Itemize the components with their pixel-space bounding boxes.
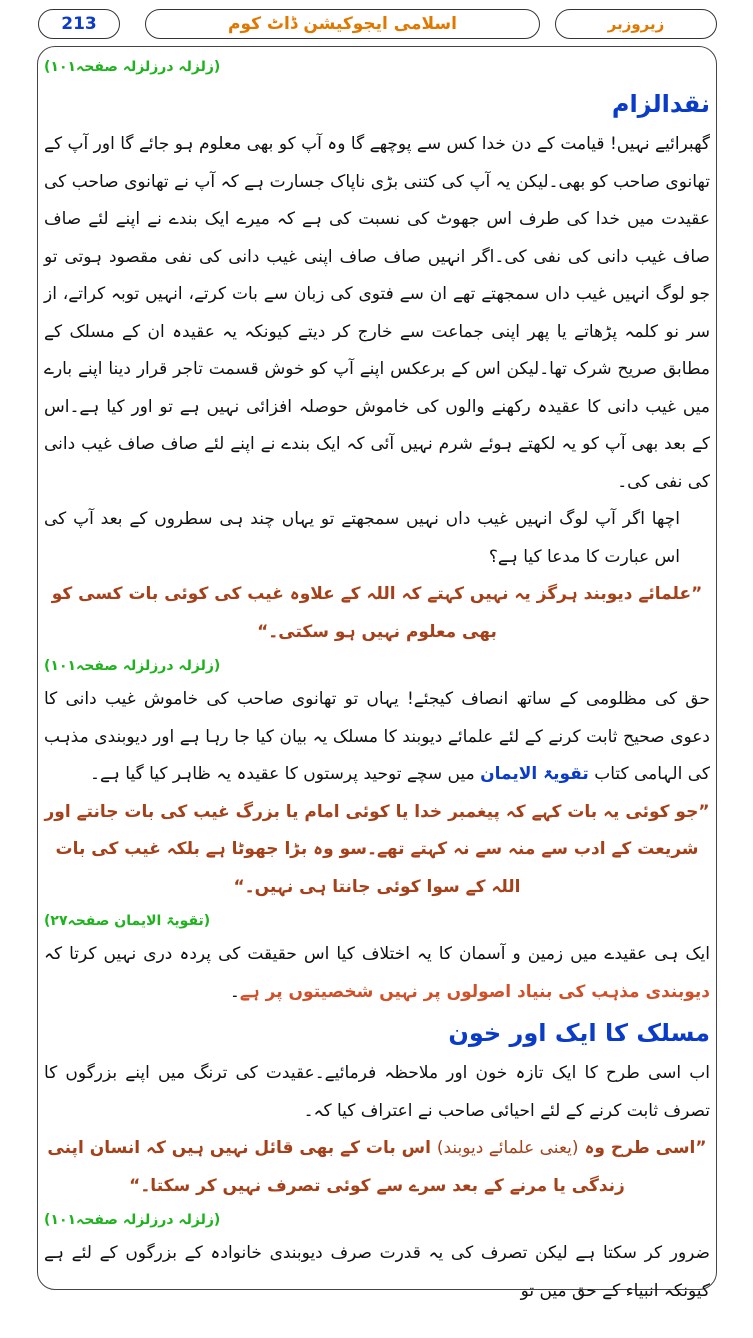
site-name-header: اسلامی ایجوکیشن ڈاٹ کوم <box>145 9 540 39</box>
paragraph-3-text-a: حق کی مظلومی کے ساتھ انصاف کیجئے! یہاں تو تھانوی صاحب کی خاموش غیب دانی کا دعوی صحیح ثابت کرنے کے لئے علمائے دیوبند کا مسلک یہ بیان کیا جا رہا ہے اور دیوبندی مذہب کی الہامی کتاب <box>44 689 710 784</box>
quote-1: ”علمائے دیوبند ہرگز یہ نہیں کہتے کہ اللہ کے علاوہ غیب کی کوئی بات کسی کو بھی معلوم نہیں ہو سکتی۔“ <box>51 584 703 642</box>
paragraph-4-text: ایک ہی عقیدے میں زمین و آسمان کا یہ اختلاف کیا اس حقیقت کی پردہ دری نہیں کرتا کہ <box>44 944 710 964</box>
paragraph-1: گھبرائیے نہیں! قیامت کے دن خدا کس سے پوچھے گا وہ آپ کو بھی معلوم ہو جائے گا اور آپ کے تھانوی صاحب کو بھی۔لیکن یہ آپ کی کتنی بڑی ناپاک جسارت ہے کہ آپ نے تھانوی صاحب کی عقیدت میں خدا کی طرف اس جھوٹ کی نسبت کی ہے کہ میرے ایک بندے نے اپنے لئے صاف صاف غیب دانی کی نفی کی۔اگر انہیں صاف صاف اپنی غیب دانی کی نفی مقصود ہوتی تو جو لوگ انہیں غیب داں سمجھتے تھے ان سے فتوی کی زبان سے بات کرتے، انہیں توبہ کراتے، از سر نو کلمہ پڑھاتے یا پھر اپنی جماعت سے خارج کر دیتے کیونکہ یہ عقیدہ ان کے مسلک کے مطابق صریح شرک تھا۔لیکن اس کے برعکس اپنے آپ کو خوش قسمت تاجر قرار دینا اپنے بارے میں غیب دانی کا عقیدہ رکھنے والوں کی خاموش حوصلہ افزائی نہیں ہے تو اور کیا ہے۔اس کے بعد بھی آپ کو یہ لکھتے ہوئے شرم نہیں آئی کہ ایک بندے نے اپنے لئے صاف صاف غیب دانی کی نفی کی۔ <box>44 134 710 492</box>
quote-3-text-b: اس بات کے بھی قائل نہیں ہیں کہ انسان اپنی زندگی یا مرنے کے بعد سرے سے کوئی تصرف نہیں کر سکتا۔“ <box>47 1138 625 1196</box>
quote-3 <box>44 1130 710 1205</box>
book-name-header: زیروزبر <box>555 9 717 39</box>
paragraph-4 <box>44 936 710 1011</box>
quote-2: ”جو کوئی یہ بات کہے کہ پیغمبر خدا یا کوئی امام یا بزرگ غیب کی بات جانتے اور شریعت کے ادب سے منہ سے نہ کہتے تھے۔سو وہ بڑا جھوٹا ہے بلکہ غیب کی بات اللہ کے سوا کوئی جانتا ہی نہیں۔“ <box>44 801 710 897</box>
quote-3-text-a: ”اسی طرح وہ <box>584 1138 707 1158</box>
page-content <box>44 52 710 1310</box>
paragraph-3 <box>44 681 710 794</box>
book-title-link: تقویۃ الایمان <box>480 764 589 784</box>
reference-1: (زلزلہ درزلزلہ صفحہ۱۰۱) <box>44 59 221 75</box>
reference-2: (زلزلہ درزلزلہ صفحہ۱۰۱) <box>44 658 221 674</box>
quote-3-parenthetical: (یعنی علمائے دیوبند) <box>436 1138 579 1158</box>
paragraph-2: اچھا اگر آپ لوگ انہیں غیب داں نہیں سمجھتے تو یہاں چند ہی سطروں کے بعد آپ کی اس عبارت کا مدعا کیا ہے؟ <box>44 509 680 567</box>
reference-3: (تقویۃ الایمان صفحہ۲۷) <box>44 913 211 929</box>
paragraph-5: اب اسی طرح کا ایک تازہ خون اور ملاحظہ فرمائیے۔عقیدت کی ترنگ میں اپنے بزرگوں کا تصرف ثابت کرنے کے لئے احیائی صاحب نے اعتراف کیا کہ۔ <box>44 1063 710 1121</box>
section-heading-1: نقدالزام <box>611 90 710 118</box>
paragraph-6: ضرور کر سکتا ہے لیکن تصرف کی یہ قدرت صرف دیوبندی خانوادہ کے بزرگوں کے لئے ہے کیونکہ انبیاء کے حق میں تو <box>44 1243 710 1301</box>
paragraph-3-text-b: میں سچے توحید پرستوں کا عقیدہ یہ ظاہر کیا گیا ہے۔ <box>90 764 475 784</box>
page-number: 213 <box>38 9 120 39</box>
paragraph-4-end: ۔ <box>229 981 240 1002</box>
paragraph-4-highlight: دیوبندی مذہب کی بنیاد اصولوں پر نہیں شخصیتوں پر ہے <box>239 981 710 1002</box>
reference-4: (زلزلہ درزلزلہ صفحہ۱۰۱) <box>44 1212 221 1228</box>
section-heading-2: مسلک کا ایک اور خون <box>448 1019 710 1047</box>
